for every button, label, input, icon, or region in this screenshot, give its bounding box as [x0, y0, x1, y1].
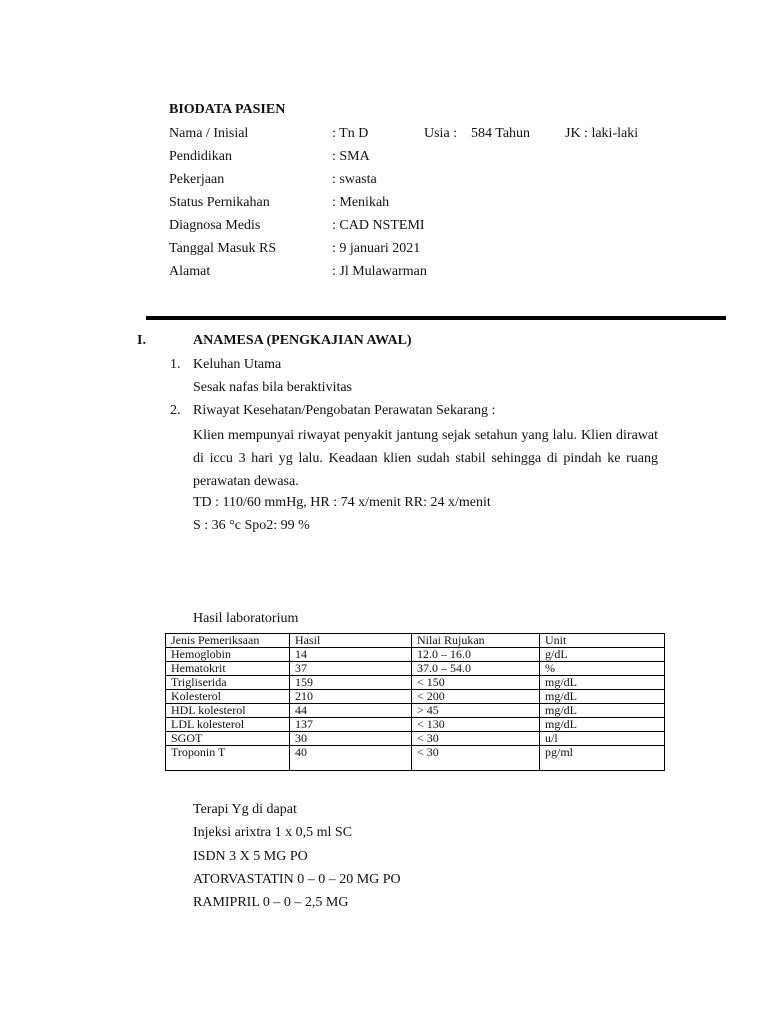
- value-nama: : Tn D: [332, 126, 369, 141]
- cell-hasil: 30: [290, 732, 412, 746]
- cell-nilai: 12.0 – 16.0: [412, 648, 540, 662]
- item2-title: Riwayat Kesehatan/Pengobatan Perawatan Sekarang :: [193, 403, 496, 418]
- therapy-item: ATORVASTATIN 0 – 0 – 20 MG PO: [193, 872, 401, 887]
- cell-nilai: < 30: [412, 746, 540, 771]
- label-status: Status Pernikahan: [169, 195, 270, 210]
- header-unit: Unit: [540, 634, 665, 648]
- cell-unit: mg/dL: [540, 690, 665, 704]
- cell-hasil: 210: [290, 690, 412, 704]
- label-tanggal: Tanggal Masuk RS: [169, 241, 277, 256]
- lab-table: [165, 633, 665, 771]
- value-alamat: : Jl Mulawarman: [332, 264, 427, 279]
- cell-jenis: HDL kolesterol: [166, 704, 290, 718]
- cell-unit: mg/dL: [540, 676, 665, 690]
- cell-hasil: 44: [290, 704, 412, 718]
- label-pekerjaan: Pekerjaan: [169, 172, 225, 187]
- cell-hasil: 37: [290, 662, 412, 676]
- cell-jenis: Troponin T: [166, 746, 290, 771]
- cell-unit: g/dL: [540, 648, 665, 662]
- cell-hasil: 14: [290, 648, 412, 662]
- header-jenis: Jenis Pemeriksaan: [166, 634, 290, 648]
- section-number: I.: [137, 333, 146, 348]
- therapy-item: ISDN 3 X 5 MG PO: [193, 849, 308, 864]
- cell-nilai: < 30: [412, 732, 540, 746]
- cell-jenis: Hemoglobin: [166, 648, 290, 662]
- cell-unit: mg/dL: [540, 718, 665, 732]
- item2-number: 2.: [170, 403, 181, 418]
- cell-hasil: 40: [290, 746, 412, 771]
- cell-nilai: 37.0 – 54.0: [412, 662, 540, 676]
- history-paragraph: Klien mempunyai riwayat penyakit jantung sejak setahun yang lalu. Klien dirawat di iccu 3 hari yg lalu. Keadaan klien sudah stabil sehingga di pindah ke ruang perawatan dewasa.: [193, 428, 658, 489]
- table-row: [166, 704, 665, 718]
- table-row: [166, 732, 665, 746]
- label-usia: Usia :: [424, 126, 458, 141]
- vitals-line-2: S : 36 °c Spo2: 99 %: [193, 518, 310, 533]
- cell-nilai: < 200: [412, 690, 540, 704]
- cell-unit: pg/ml: [540, 746, 665, 771]
- value-status: : Menikah: [332, 195, 390, 210]
- section-title: ANAMESA (PENGKAJIAN AWAL): [193, 333, 412, 348]
- lab-header-row: [166, 634, 665, 648]
- header-nilai: Nilai Rujukan: [412, 634, 540, 648]
- therapy-title: Terapi Yg di dapat: [193, 802, 297, 817]
- cell-hasil: 137: [290, 718, 412, 732]
- table-row: [166, 718, 665, 732]
- value-usia: 584 Tahun: [471, 126, 531, 141]
- cell-jenis: Hematokrit: [166, 662, 290, 676]
- vitals-line-1: TD : 110/60 mmHg, HR : 74 x/menit RR: 24 x/menit: [193, 495, 491, 510]
- cell-jenis: SGOT: [166, 732, 290, 746]
- cell-nilai: > 45: [412, 704, 540, 718]
- header-hasil: Hasil: [290, 634, 412, 648]
- cell-hasil: 159: [290, 676, 412, 690]
- cell-jenis: LDL kolesterol: [166, 718, 290, 732]
- section-divider: [146, 316, 726, 320]
- biodata-title: BIODATA PASIEN: [169, 102, 286, 117]
- table-row: [166, 648, 665, 662]
- value-pendidikan: : SMA: [332, 149, 370, 164]
- therapy-item: Injeksi arixtra 1 x 0,5 ml SC: [193, 825, 353, 840]
- cell-unit: u/l: [540, 732, 665, 746]
- item1-text: Sesak nafas bila beraktivitas: [193, 380, 353, 395]
- label-pendidikan: Pendidikan: [169, 149, 232, 164]
- value-jk: JK : laki-laki: [565, 126, 639, 141]
- table-row: [166, 662, 665, 676]
- cell-unit: mg/dL: [540, 704, 665, 718]
- value-tanggal: : 9 januari 2021: [332, 241, 421, 256]
- value-pekerjaan: : swasta: [332, 172, 377, 187]
- table-row: [166, 676, 665, 690]
- item1-number: 1.: [170, 357, 181, 372]
- therapy-item: RAMIPRIL 0 – 0 – 2,5 MG: [193, 895, 349, 910]
- label-diagnosa: Diagnosa Medis: [169, 218, 261, 233]
- cell-jenis: Kolesterol: [166, 690, 290, 704]
- cell-nilai: < 130: [412, 718, 540, 732]
- cell-nilai: < 150: [412, 676, 540, 690]
- table-row: [166, 690, 665, 704]
- cell-jenis: Trigliserida: [166, 676, 290, 690]
- value-diagnosa: : CAD NSTEMI: [332, 218, 425, 233]
- item1-title: Keluhan Utama: [193, 357, 282, 372]
- table-row: [166, 746, 665, 771]
- cell-unit: %: [540, 662, 665, 676]
- label-nama: Nama / Inisial: [169, 126, 249, 141]
- label-alamat: Alamat: [169, 264, 211, 279]
- lab-title: Hasil laboratorium: [193, 611, 299, 626]
